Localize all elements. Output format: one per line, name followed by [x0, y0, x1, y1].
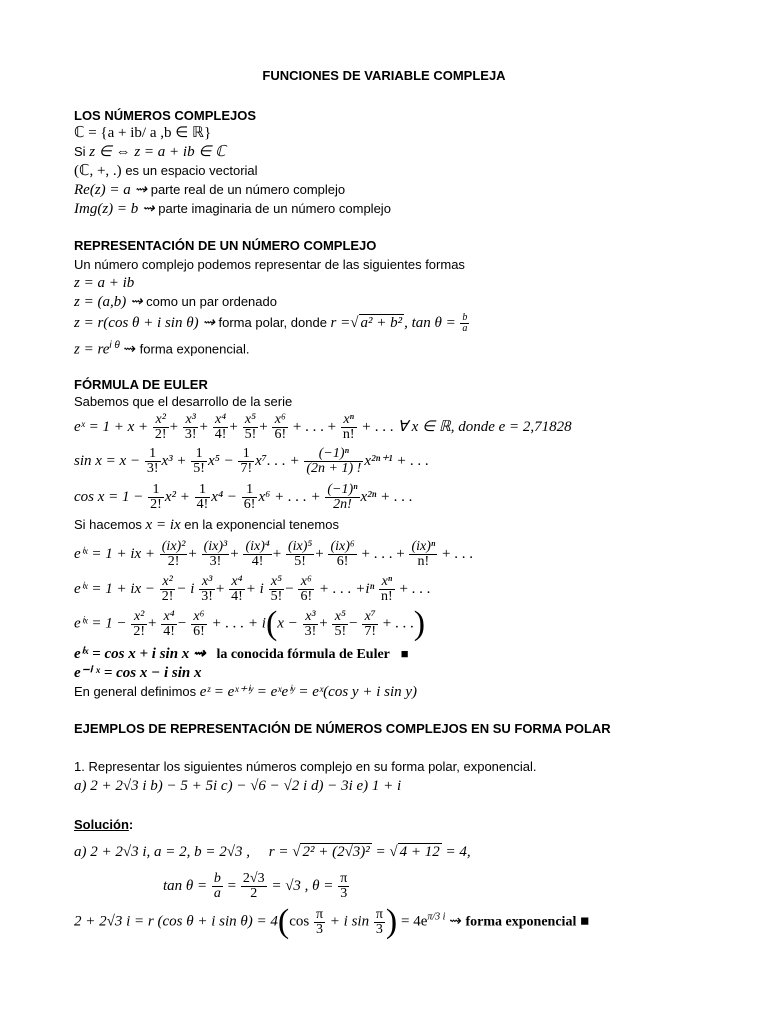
arrow-symbol: ⇝ — [123, 341, 137, 358]
frac-x5: $\frac{\text{x⁵}}{5!}$ — [244, 412, 257, 442]
series-intro: Sabemos que el desarrollo de la serie — [74, 394, 293, 409]
solution-label: Solución: — [74, 817, 134, 832]
frac-2-x5: $\frac{\text{x⁵}}{5!}$ — [270, 574, 283, 604]
frac-ix5: $\frac{\text{(ix)⁵}}{5!}$ — [287, 539, 313, 569]
frac-sin-2: $\frac{1}{5!}$ — [193, 446, 205, 476]
series-eix-1: eⁱˣ = 1 + ix + $\frac{\text{(ix)²}}{2!}$ + $\frac{\text{(ix)³}}{3!}$ + $\frac{\text{(ix)⁴}}{4!}$ + $\frac{\text{(ix)⁵}}{5!}$ + $\frac{\text{(ix)⁶}}{6!}$ + . . . + $\frac{\text{(ix)ⁿ}}{n!}$ + . . . — [74, 539, 474, 569]
frac-pi-3-a: $\frac{\pi}{3}$ — [315, 906, 324, 937]
final-polar-line: 2 + 2√3 i = r (cos θ + i sin θ) = 4(cos $\frac{\pi}{3}$ + i sin $\frac{\pi}{3}$ ) = $4e^{\pi/3 i}$ ⇝ forma exponencial ■ — [74, 903, 590, 940]
vector-space-line — [74, 163, 258, 179]
frac-3-x6: $\frac{\text{x⁶}}{6!}$ — [193, 608, 205, 639]
frac-ix6: $\frac{\text{(ix)⁶}}{6!}$ — [330, 539, 355, 569]
heading-ejemplos: EJEMPLOS DE REPRESENTACIÓN DE NÚMEROS COMPLEJOS EN SU FORMA POLAR — [74, 721, 611, 736]
text-euler: la conocida fórmula de Euler — [216, 647, 390, 662]
frac-tan-value: $\frac{2√3}{2}$ — [242, 871, 265, 901]
formula-binomial: z = a + ib — [74, 275, 135, 291]
formula-polar: z = r(cos θ + i sin θ) ⇝ — [74, 314, 215, 331]
frac-3-x5: $\frac{\text{x⁵}}{5!}$ — [334, 608, 347, 639]
exponent-i-theta: i θ — [109, 340, 120, 351]
series-exp: eˣ = 1 + x + $\frac{\text{x²}}{2!}$ + $\frac{\text{x³}}{3!}$ + $\frac{\text{x⁴}}{4!}$ + $\frac{\text{x⁵}}{5!}$ + $\frac{\text{x⁶}}{6!}$ + . . . + $\frac{\text{xⁿ}}{n!}$ + . . . ∀ x ∈ ℝ, donde e = 2,71828 — [74, 412, 572, 442]
formula-imag-part: Img(z) = b ⇝ — [74, 201, 155, 217]
frac-x6: $\frac{\text{x⁶}}{6!}$ — [274, 412, 287, 442]
frac-2-x3: $\frac{\text{x³}}{3!}$ — [201, 574, 213, 604]
formula-euler: eⁱˣ = cos x + i sin x ⇝ — [74, 646, 206, 662]
frac-cos-2: $\frac{1}{4!}$ — [196, 482, 209, 512]
frac-x3: $\frac{\text{x³}}{3!}$ — [184, 412, 197, 442]
frac-ix3: $\frac{\text{(ix)³}}{3!}$ — [203, 539, 228, 569]
frac-sin-4: $\frac{\text{(−1)ⁿ}}{(2n + 1) !}$ — [306, 446, 362, 476]
text-si: Si — [74, 144, 86, 159]
formula-negative-euler: e⁻ⁱ ˣ = cos x − i sin x — [74, 665, 202, 681]
text-real-part: parte real de un número complejo — [150, 182, 346, 197]
problem-statement: 1. Representar los siguientes números complejo en su forma polar, exponencial. — [74, 759, 537, 774]
formula-substitution: x = ix — [145, 517, 181, 533]
formula-ordered-pair: z = (a,b) ⇝ — [74, 294, 143, 310]
frac-2-x4: $\frac{\text{x⁴}}{4!}$ — [231, 574, 243, 604]
frac-ixn: $\frac{\text{(ix)ⁿ}}{n!}$ — [411, 539, 436, 569]
frac-2-x2: $\frac{\text{x²}}{2!}$ — [161, 574, 174, 604]
formula-real-part: Re(z) = a ⇝ — [74, 182, 148, 198]
formula-exponential: z = re — [74, 341, 110, 358]
exponent-pi-3: π/3 i — [427, 911, 446, 923]
frac-ix2: $\frac{\text{(ix)²}}{2!}$ — [161, 539, 186, 569]
formula-r: r = — [330, 314, 351, 331]
frac-cos-4: $\frac{\text{(−1)ⁿ}}{2n!}$ — [327, 482, 358, 512]
frac-tan-b-a: $\frac{b}{a}$ — [213, 871, 221, 901]
frac-xn: $\frac{\text{xⁿ}}{n!}$ — [342, 412, 355, 442]
definition-complex-set: ℂ = {a + ib/ a ,b ∈ ℝ} — [74, 125, 212, 141]
text-polar-form: forma polar, donde — [218, 314, 327, 330]
general-definition-line: En general definimos eᶻ = eˣ⁺ⁱʸ = eˣeⁱʸ = eˣ(cos y + i sin y) — [74, 684, 418, 700]
end-mark: ■ — [400, 646, 409, 661]
substitution-line: Si hacemos x = ix en la exponencial tenemos — [74, 517, 339, 533]
text-exponential-form: forma exponencial. — [139, 341, 250, 357]
heading-representacion: REPRESENTACIÓN DE UN NÚMERO COMPLEJO — [74, 238, 377, 253]
series-cos: cos x = 1 − $\frac{1}{2!}$ x² + $\frac{1}{4!}$ x⁴ − $\frac{1}{6!}$ x⁶ + . . . + $\frac{\text{(−1)ⁿ}}{2n!}$ x²ⁿ + . . . — [74, 482, 413, 512]
frac-3-x2: $\frac{\text{x²}}{2!}$ — [133, 608, 145, 639]
frac-pi-3-b: $\frac{\pi}{3}$ — [375, 906, 383, 937]
series-eix-2: eⁱˣ = 1 + ix − $\frac{\text{x²}}{2!}$ − i $\frac{\text{x³}}{3!}$ + $\frac{\text{x⁴}}{4!}$ + i $\frac{\text{x⁵}}{5!}$ − $\frac{\text{x⁶}}{6!}$ + . . . +iⁿ $\frac{\text{xⁿ}}{n!}$ + . . . — [74, 574, 431, 604]
real-part-line — [74, 182, 345, 198]
representation-intro: Un número complejo podemos representar de las siguientes formas — [74, 257, 465, 272]
text-vector-space: es un espacio vectorial — [125, 163, 258, 178]
formula-vector-space: (ℂ, +, .) — [74, 163, 122, 179]
heading-numeros-complejos: LOS NÚMEROS COMPLEJOS — [74, 108, 257, 123]
end-mark-final: ■ — [580, 913, 590, 930]
membership-line — [74, 144, 226, 160]
text-ordered-pair: como un par ordenado — [146, 294, 277, 309]
polar-form-line: z = r(cos θ + i sin θ) ⇝ forma polar, donde r =√ a² + b² , tan θ = $\frac{b}{a}$ — [74, 312, 468, 334]
euler-formula-line — [74, 646, 409, 663]
frac-sin-1: $\frac{1}{3!}$ — [146, 446, 159, 476]
heading-euler: FÓRMULA DE EULER — [74, 377, 208, 392]
exponential-form-line — [74, 338, 250, 357]
imag-part-line — [74, 201, 391, 217]
document-title: FUNCIONES DE VARIABLE COMPLEJA — [262, 68, 506, 83]
frac-3-x3: $\frac{\text{x³}}{3!}$ — [304, 608, 317, 639]
text-forma-exponencial: forma exponencial — [465, 914, 577, 930]
frac-theta: $\frac{\pi}{3}$ — [340, 871, 348, 901]
frac-cos-1: $\frac{1}{2!}$ — [150, 482, 162, 512]
formula-modulus: a² + b² — [360, 314, 403, 331]
tan-theta-line: tan θ = $\frac{b}{a}$ = $\frac{2√3}{2}$ = √3 , θ = $\frac{\pi}{3}$ — [163, 871, 348, 901]
fraction-b-over-a: $\frac{b}{a}$ — [462, 312, 468, 334]
formula-general-exp: eᶻ = eˣ⁺ⁱʸ = eˣeⁱʸ = eˣ(cos y + i sin y) — [199, 684, 418, 700]
problem-items: a) 2 + 2√3 i b) − 5 + 5i c) − √6 − √2 i d) − 3i e) 1 + i — [74, 778, 402, 794]
series-eix-3: eⁱˣ = 1 − $\frac{\text{x²}}{2!}$ + $\frac{\text{x⁴}}{4!}$ − $\frac{\text{x⁶}}{6!}$ + . . . + i(x − $\frac{\text{x³}}{3!}$ + $\frac{\text{x⁵}}{5!}$ − $\frac{\text{x⁷}}{7!}$ + . . .) — [74, 605, 426, 642]
frac-ix4: $\frac{\text{(ix)⁴}}{4!}$ — [245, 539, 270, 569]
formula-membership: z ∈ ⇔ z = a + ib ∈ ℂ — [89, 144, 226, 160]
frac-2-x6: $\frac{\text{x⁶}}{6!}$ — [300, 574, 313, 604]
frac-cos-3: $\frac{1}{6!}$ — [243, 482, 256, 512]
frac-x4: $\frac{\text{x⁴}}{4!}$ — [214, 412, 227, 442]
frac-3-x4: $\frac{\text{x⁴}}{4!}$ — [163, 608, 175, 639]
ordered-pair-line — [74, 294, 277, 310]
frac-sin-3: $\frac{1}{7!}$ — [240, 446, 253, 476]
series-sin: sin x = x − $\frac{1}{3!}$ x³ + $\frac{1}{5!}$ x⁵ − $\frac{1}{7!}$ x⁷. . . + $\frac{\text{(−1)ⁿ}}{(2n + 1) !}$ x²ⁿ⁺¹ + . . . — [74, 446, 429, 476]
frac-x2: $\frac{\text{x²}}{2!}$ — [154, 412, 167, 442]
solution-a-line: a) 2 + 2√3 i, a = 2, b = 2√3 , r = √ 2² + (2√3)² = √ 4 + 12 = 4, — [74, 844, 471, 860]
text-imag-part: parte imaginaria de un número complejo — [158, 201, 391, 216]
formula-tan: , tan θ = — [404, 314, 456, 331]
frac-2-xn: $\frac{\text{xⁿ}}{n!}$ — [381, 574, 393, 604]
frac-3-x7: $\frac{\text{x⁷}}{7!}$ — [364, 608, 377, 639]
